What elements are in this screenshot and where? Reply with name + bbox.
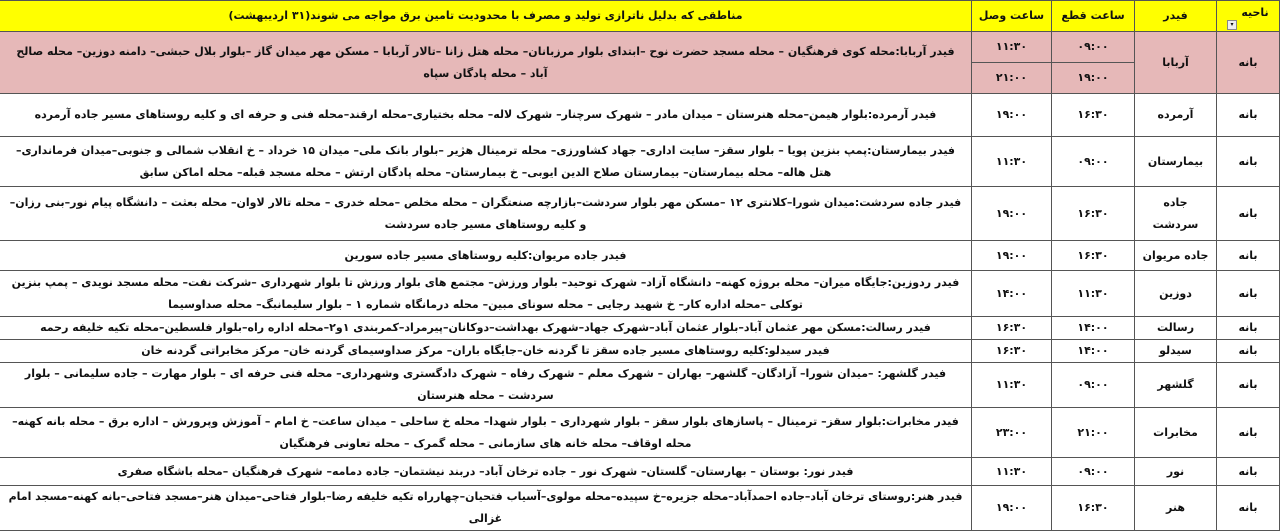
areas-cell: فیدر رسالت:مسکن مهر عثمان آباد–بلوار عثمان آباد–شهرک جهاد–شهرک بهداشت–دوکانان–پیرمراد–کمربندی ۱و۲–محله اداره راه–بلوار فلسطین–محله تکیه خلیفه رحمه bbox=[0, 317, 972, 340]
connect-time-cell: ۱۱:۳۰ bbox=[972, 363, 1052, 408]
cut-time-cell: ۰۹:۰۰ bbox=[1052, 363, 1135, 408]
areas-cell: فیدر هنر:روستای ترخان آباد–جاده احمدآباد–محله جزیره–خ سپیده–محله مولوی–آسیاب فتحیان–چهارراه تکیه خلیفه رضا–بلوار فتاحی–میدان هنر–مسجد فتاحی–بانه کهنه–مسجد امام غزالی bbox=[0, 486, 972, 531]
feeder-cell: هنر bbox=[1135, 486, 1217, 531]
connect-time-cell: ۱۶:۳۰ bbox=[972, 340, 1052, 363]
region-cell: بانه bbox=[1217, 340, 1280, 363]
table-row bbox=[0, 241, 1280, 271]
table-row bbox=[0, 94, 1280, 137]
feeder-cell: دوزین bbox=[1135, 271, 1217, 317]
region-cell: بانه bbox=[1217, 458, 1280, 486]
table-row bbox=[0, 137, 1280, 187]
table-row bbox=[0, 363, 1280, 408]
table-row bbox=[0, 458, 1280, 486]
connect-time-cell: ۱۶:۳۰ bbox=[972, 317, 1052, 340]
region-cell: بانه bbox=[1217, 317, 1280, 340]
header-region[interactable]: ناحیه ▾ bbox=[1217, 1, 1280, 32]
header-title: مناطقی که بدلیل ناترازی تولید و مصرف با محدودیت تامین برق مواجه می شوند(۳۱ اردیبهشت) bbox=[0, 1, 972, 32]
filter-dropdown-icon[interactable]: ▾ bbox=[1227, 20, 1237, 30]
header-cut-time: ساعت قطع bbox=[1052, 1, 1135, 32]
areas-cell: فیدر سیدلو:کلیه روستاهای مسیر جاده سقز تا گردنه خان–جایگاه باران– مرکز صداوسیمای گردنه خان– مرکز مخابراتی گردنه خان bbox=[0, 340, 972, 363]
feeder-cell: گلشهر bbox=[1135, 363, 1217, 408]
cut-time-cell: ۱۶:۳۰ bbox=[1052, 241, 1135, 271]
cut-time-cell: ۰۹:۰۰ bbox=[1052, 137, 1135, 187]
connect-time-cell: ۱۹:۰۰ bbox=[972, 94, 1052, 137]
areas-cell: فیدر نور: بوستان – بهارستان– گلستان– شهرک نور – جاده ترخان آباد– دربند نیشتمان– جاده دمامه– شهرک فرهنگیان –محله باشگاه صفری bbox=[0, 458, 972, 486]
areas-cell: فیدر گلشهر: –میدان شورا– آزادگان– گلشهر– بهاران – شهرک معلم – شهرک رفاه – شهرک دادگستری وشهرداری– محله فنی حرفه ای – بلوار مهارت – جاده سلیمانی – بلوار سردشت – محله هنرستان bbox=[0, 363, 972, 408]
connect-time-cell: ۱۱:۳۰ bbox=[972, 458, 1052, 486]
feeder-cell: بیمارستان bbox=[1135, 137, 1217, 187]
connect-time-cell: ۲۱:۰۰ bbox=[972, 63, 1052, 94]
feeder-cell: جاده مریوان bbox=[1135, 241, 1217, 271]
region-cell: بانه bbox=[1217, 408, 1280, 458]
region-cell: بانه bbox=[1217, 187, 1280, 241]
cut-time-cell: ۱۱:۳۰ bbox=[1052, 271, 1135, 317]
region-cell: بانه bbox=[1217, 486, 1280, 531]
header-row bbox=[0, 1, 1280, 32]
table-row bbox=[0, 486, 1280, 531]
table-row bbox=[0, 408, 1280, 458]
region-cell: بانه bbox=[1217, 137, 1280, 187]
header-feeder: فیدر bbox=[1135, 1, 1217, 32]
cut-time-cell: ۱۶:۳۰ bbox=[1052, 187, 1135, 241]
cut-time-cell: ۱۴:۰۰ bbox=[1052, 317, 1135, 340]
areas-cell: فیدر جاده مریوان:کلیه روستاهای مسیر جاده سورین bbox=[0, 241, 972, 271]
region-cell: بانه bbox=[1217, 32, 1280, 94]
feeder-cell: سیدلو bbox=[1135, 340, 1217, 363]
cut-time-cell: ۰۹:۰۰ bbox=[1052, 32, 1135, 63]
connect-time-cell: ۱۴:۰۰ bbox=[972, 271, 1052, 317]
feeder-cell: جاده سردشت bbox=[1135, 187, 1217, 241]
feeder-cell: مخابرات bbox=[1135, 408, 1217, 458]
cut-time-cell: ۰۹:۰۰ bbox=[1052, 458, 1135, 486]
feeder-cell: آرمرده bbox=[1135, 94, 1217, 137]
connect-time-cell: ۱۹:۰۰ bbox=[972, 241, 1052, 271]
region-cell: بانه bbox=[1217, 94, 1280, 137]
table-row bbox=[0, 317, 1280, 340]
region-cell: بانه bbox=[1217, 241, 1280, 271]
cut-time-cell: ۱۹:۰۰ bbox=[1052, 63, 1135, 94]
cut-time-cell: ۱۶:۳۰ bbox=[1052, 486, 1135, 531]
feeder-cell: نور bbox=[1135, 458, 1217, 486]
cut-time-cell: ۲۱:۰۰ bbox=[1052, 408, 1135, 458]
cut-time-cell: ۱۴:۰۰ bbox=[1052, 340, 1135, 363]
areas-cell: فیدر آرمرده:بلوار هیمن–محله هنرستان – میدان مادر – شهرک سرچنار– شهرک لاله– محله بختیاری–محله ارقند–محله فنی و حرفه ای و کلیه روستاهای مسیر جاده آرمرده bbox=[0, 94, 972, 137]
connect-time-cell: ۱۹:۰۰ bbox=[972, 486, 1052, 531]
region-cell: بانه bbox=[1217, 271, 1280, 317]
table-row bbox=[0, 187, 1280, 241]
connect-time-cell: ۲۳:۰۰ bbox=[972, 408, 1052, 458]
cut-time-cell: ۱۶:۳۰ bbox=[1052, 94, 1135, 137]
table-row bbox=[0, 340, 1280, 363]
table-row bbox=[0, 32, 1280, 63]
areas-cell: فیدر جاده سردشت:میدان شورا–کلانتری ۱۲ –مسکن مهر بلوار سردشت–بازارچه صنعتگران – محله مخلص –محله خدری – محله تالار لاوان– محله بعثت – دانشگاه پیام نور–بنی رزان– و کلیه روستاهای مسیر جاده سردشت bbox=[0, 187, 972, 241]
areas-cell: فیدر بیمارستان:پمپ بنزین پویا – بلوار سقز– سایت اداری– جهاد کشاورزی– محله ترمینال هژیر –بلوار بانک ملی– میدان ۱۵ خرداد – خ انقلاب شمالی و جنوبی–میدان فرمانداری– هتل هاله– محله بیمارستان– بیمارستان صلاح الدین ایوبی– خ بیمارستان– محله پادگان ارتش – محله مسجد قبله– محله اماکن سابق bbox=[0, 137, 972, 187]
areas-cell: فیدر ردوزین:جایگاه میران– محله بروژه کهنه– دانشگاه آزاد– شهرک توحید– بلوار ورزش– مجتمع های بلوار ورزش تا بلوار شهرداری –شرکت نفت– محله مسجد نویدی – پمپ بنزین توکلی –محله اداره کار– خ شهید رجایی – محله سونای مبین– محله درمانگاه شماره ۱ – بلوار سلیمانبگ– محله صداوسیما bbox=[0, 271, 972, 317]
feeder-cell: آربابا bbox=[1135, 32, 1217, 94]
header-connect-time: ساعت وصل bbox=[972, 1, 1052, 32]
connect-time-cell: ۱۱:۳۰ bbox=[972, 32, 1052, 63]
connect-time-cell: ۱۹:۰۰ bbox=[972, 187, 1052, 241]
areas-cell: فیدر آربابا:محله کوی فرهنگیان – محله مسجد حضرت نوح –ابتدای بلوار مرزبانان– محله هتل زانا –تالار آربابا – مسکن مهر میدان گاز –بلوار بلال حبشی– دامنه دوزین– محله صالح آباد – محله پادگان سپاه bbox=[0, 32, 972, 94]
areas-cell: فیدر مخابرات:بلوار سقز– ترمینال – پاسازهای بلوار سقز – بلوار شهرداری – بلوار شهدا– محله خ ساحلی – میدان ساعت– خ امام – آموزش وپرورش – اداره برق – محله بانه کهنه– محله اوقاف– محله خانه های سازمانی – محله گمرک – محله تعاونی فرهنگیان bbox=[0, 408, 972, 458]
connect-time-cell: ۱۱:۳۰ bbox=[972, 137, 1052, 187]
table-row bbox=[0, 271, 1280, 317]
region-cell: بانه bbox=[1217, 363, 1280, 408]
feeder-cell: رسالت bbox=[1135, 317, 1217, 340]
